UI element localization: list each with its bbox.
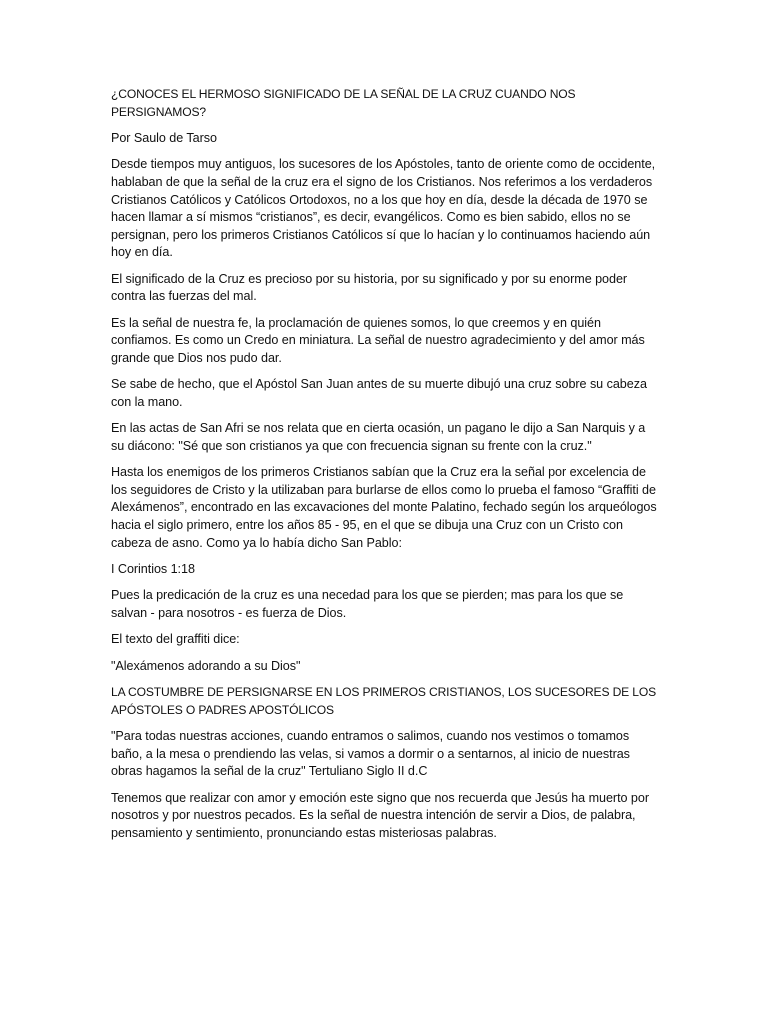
document-body [111, 86, 659, 851]
paragraph: Tenemos que realizar con amor y emoción este signo que nos recuerda que Jesús ha muerto por nosotros y por nuestros pecados. Es la señal de nuestra intención de servir a Dios, de palabra, pensamiento y sentimiento, pronunciando estas misteriosas palabras. [111, 790, 649, 840]
paragraph: "Para todas nuestras acciones, cuando entramos o salimos, cuando nos vestimos o tomamos baño, a la mesa o prendiendo las velas, si vamos a dormir o a sentarnos, al inicio de nuestras obras hagamos la señal de la cruz" Tertuliano Siglo II d.C [111, 729, 630, 779]
paragraph: El texto del graffiti dice: [111, 632, 240, 647]
paragraph: Se sabe de hecho, que el Apóstol San Juan antes de su muerte dibujó una cruz sobre su cabeza con la mano. [111, 377, 647, 409]
paragraph: Es la señal de nuestra fe, la proclamación de quienes somos, lo que creemos y en quién confiamos. Es como un Credo en miniatura. La señal de nuestro agradecimiento y del amor más grande que Dios nos pudo dar. [111, 315, 645, 365]
paragraph: Hasta los enemigos de los primeros Cristianos sabían que la Cruz era la señal por excelencia de los seguidores de Cristo y la utilizaban para burlarse de ellos como lo prueba el famoso “Graffiti de Alexámenos”, encontrado en las excavaciones del monte Palatino, fechado según los arqueólogos hacia el siglo primero, entre los años 85 - 95, en el que se dibuja una Cruz con un Cristo con cabeza de asno. Como ya lo había dicho San Pablo: [111, 465, 657, 550]
graffiti-quote: "Alexámenos adorando a su Dios" [111, 658, 301, 673]
document-title: ¿CONOCES EL HERMOSO SIGNIFICADO DE LA SEÑAL DE LA CRUZ CUANDO NOS PERSIGNAMOS? [111, 87, 576, 119]
section-heading: LA COSTUMBRE DE PERSIGNARSE EN LOS PRIMEROS CRISTIANOS, LOS SUCESORES DE LOS APÓSTOLES O PADRES APOSTÓLICOS [111, 685, 657, 717]
bible-reference: I Corintios 1:18 [111, 562, 195, 577]
paragraph: En las actas de San Afri se nos relata que en cierta ocasión, un pagano le dijo a San Narquis y a su diácono: "Sé que son cristianos ya que con frecuencia signan su frente con la cruz." [111, 421, 646, 453]
paragraph: Pues la predicación de la cruz es una necedad para los que se pierden; mas para los que se salvan - para nosotros - es fuerza de Dios. [111, 588, 624, 621]
author-line: Por Saulo de Tarso [111, 130, 217, 145]
paragraph: El significado de la Cruz es precioso por su historia, por su significado y por su enorme poder contra las fuerzas del mal. [111, 271, 628, 304]
paragraph: Desde tiempos muy antiguos, los sucesores de los Apóstoles, tanto de oriente como de occidente, hablaban de que la señal de la cruz era el signo de los Cristianos. Nos referimos a los verdaderos Cristianos Católicos y Católicos Ortodoxos, no a los que hoy en día, desde la década de 1970 se hacen llamar a sí mismos “cristianos”, es decir, evangélicos. Como es bien sabido, ellos no se persignan, pero los primeros Cristianos Católicos sí que lo hacían y lo continuamos haciendo aún hoy en día. [111, 157, 656, 260]
